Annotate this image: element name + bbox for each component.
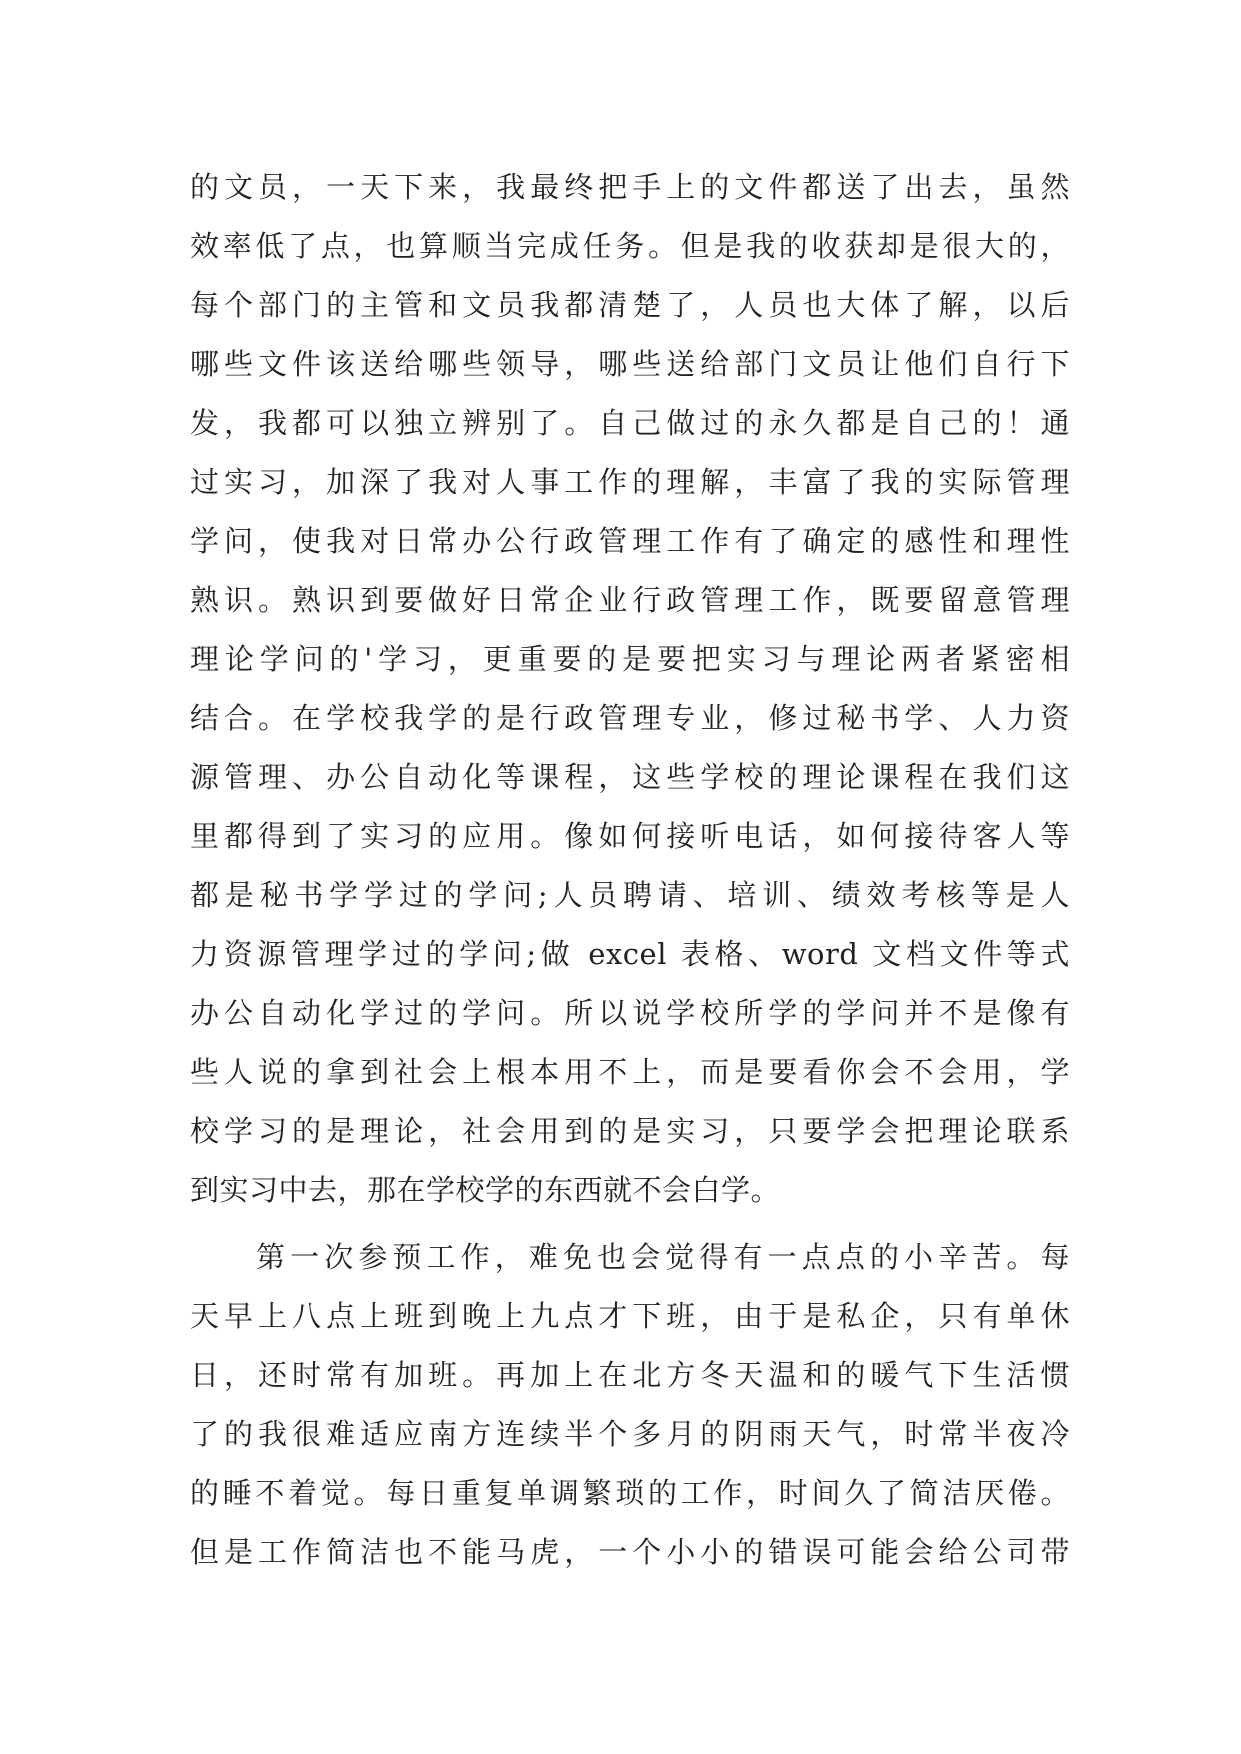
- text-line: 力资源管理学过的学问;做 excel 表格、word 文档文件等式: [190, 937, 1070, 971]
- text-line: 学问，使我对日常办公行政管理工作有了确定的感性和理性: [190, 524, 1070, 558]
- text-line: 理论学问的'学习，更重要的是要把实习与理论两者紧密相: [190, 642, 1070, 676]
- text-line: 发，我都可以独立辨别了。自己做过的永久都是自己的！通: [190, 406, 1070, 440]
- text-line: 到实习中去，那在学校学的东西就不会白学。: [190, 1173, 781, 1207]
- paragraph-gap: [190, 1220, 1070, 1228]
- paragraph-1: [190, 158, 1070, 1220]
- text-line: 些人说的拿到社会上根本用不上，而是要看你会不会用，学: [190, 1055, 1070, 1089]
- text-line: 但是工作简洁也不能马虎，一个小小的错误可能会给公司带: [190, 1535, 1070, 1569]
- paragraph-2: [190, 1228, 1070, 1582]
- text-line: 日，还时常有加班。再加上在北方冬天温和的暖气下生活惯: [190, 1358, 1070, 1392]
- text-line: 源管理、办公自动化等课程，这些学校的理论课程在我们这: [190, 760, 1070, 794]
- document-body: [190, 158, 1070, 1582]
- text-line: 都是秘书学学过的学问;人员聘请、培训、绩效考核等是人: [190, 878, 1070, 912]
- text-line: 里都得到了实习的应用。像如何接听电话，如何接待客人等: [190, 819, 1070, 853]
- text-line: 天早上八点上班到晚上九点才下班，由于是私企，只有单休: [190, 1299, 1070, 1333]
- text-line: 结合。在学校我学的是行政管理专业，修过秘书学、人力资: [190, 701, 1070, 735]
- text-line: 的文员，一天下来，我最终把手上的文件都送了出去，虽然: [190, 170, 1070, 204]
- text-line: 每个部门的主管和文员我都清楚了，人员也大体了解，以后: [190, 288, 1070, 322]
- text-line: 效率低了点，也算顺当完成任务。但是我的收获却是很大的，: [190, 229, 1070, 263]
- text-line: 了的我很难适应南方连续半个多月的阴雨天气，时常半夜冷: [190, 1417, 1070, 1451]
- text-line: 第一次参预工作，难免也会觉得有一点点的小辛苦。每: [256, 1240, 1070, 1274]
- text-line: 哪些文件该送给哪些领导，哪些送给部门文员让他们自行下: [190, 347, 1070, 381]
- text-line: 熟识。熟识到要做好日常企业行政管理工作，既要留意管理: [190, 583, 1070, 617]
- text-line: 的睡不着觉。每日重复单调繁琐的工作，时间久了简洁厌倦。: [190, 1476, 1070, 1510]
- text-line: 校学习的是理论，社会用到的是实习，只要学会把理论联系: [190, 1114, 1070, 1148]
- text-line: 办公自动化学过的学问。所以说学校所学的学问并不是像有: [190, 996, 1070, 1030]
- text-line: 过实习，加深了我对人事工作的理解，丰富了我的实际管理: [190, 465, 1070, 499]
